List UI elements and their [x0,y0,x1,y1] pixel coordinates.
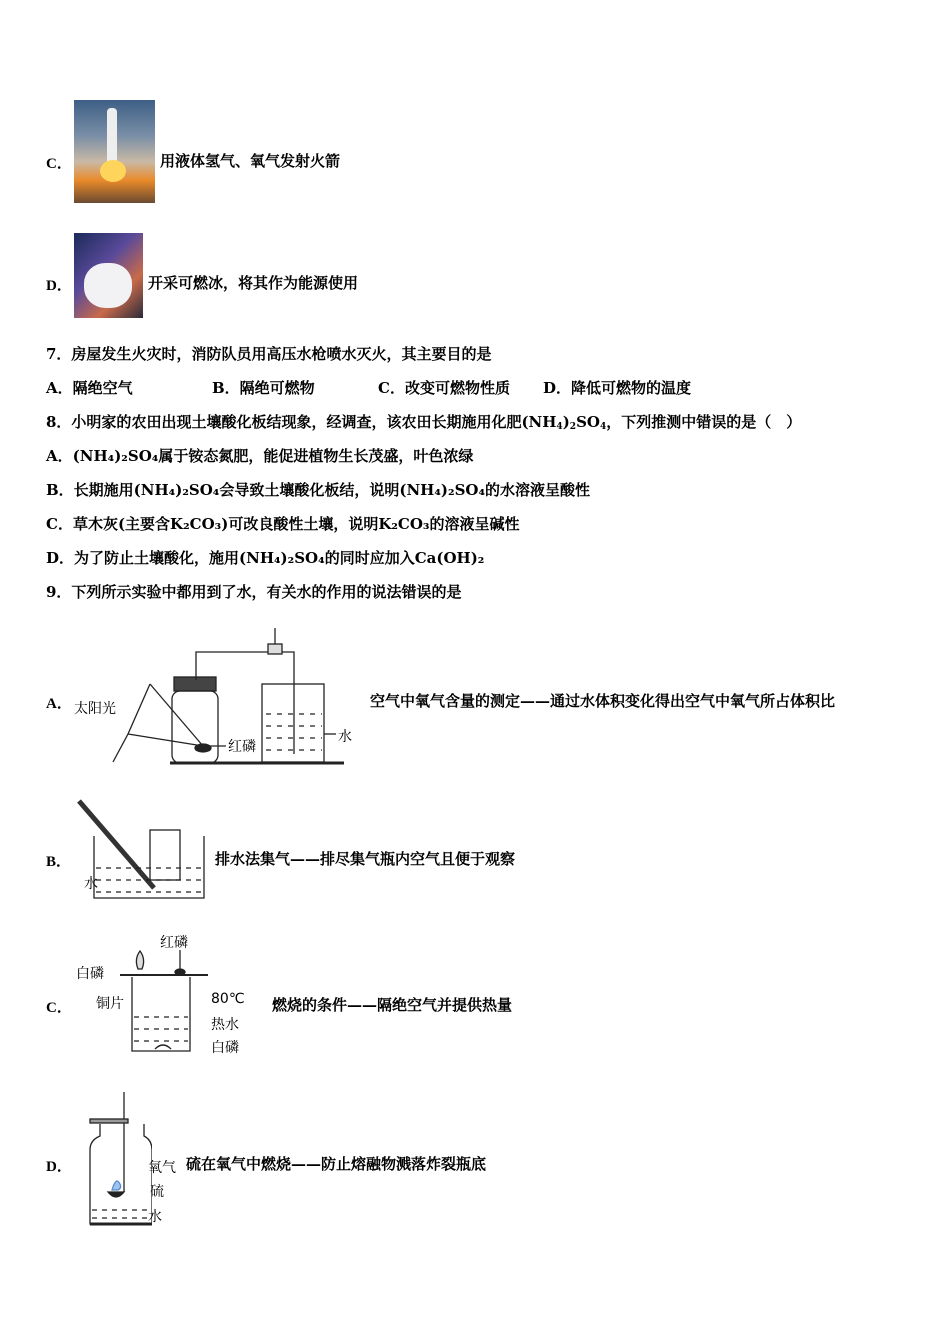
white-phosphorus-top-label: 白磷 [76,966,104,982]
hot-water-label: 热水 [211,1017,239,1033]
q7-option-b: B．隔绝可燃物 [212,379,315,397]
water-label-d: 水 [148,1209,162,1225]
oxygen-label: 氧气 [148,1160,176,1176]
q8-option-d: D．为了防止土壤酸化，施用(NH₄)₂SO₄的同时应加入Ca(OH)₂ [46,549,485,567]
q8-stem: 8．小明家的农田出现土壤酸化板结现象，经调查，该农田长期施用化肥$(NH_4)_2SO_4$，下列推测中错误的是（ ） [46,413,802,432]
q7-option-d: D．降低可燃物的温度 [543,379,692,397]
q9-option-c-letter: C． [46,1000,72,1016]
rocket-launch-image [74,100,155,203]
q8-stem-pre: 8．小明家的农田出现土壤酸化板结现象，经调查，该农田长期施用化肥(NH [46,413,557,431]
q7-option-c: C．改变可燃物性质 [378,379,510,397]
combustion-conditions-diagram [110,945,210,1057]
q9-option-b-letter: B． [46,854,72,870]
q6-option-d-letter: D． [46,278,72,294]
q9-stem: 9．下列所示实验中都用到了水，有关水的作用的说法错误的是 [46,583,462,601]
combustible-ice-image [74,233,143,318]
q8-stem-post: ，下列推测中错误的是（ ） [606,413,802,431]
q6-option-c-letter: C． [46,156,72,172]
q9-option-c-text: 燃烧的条件——隔绝空气并提供热量 [272,996,513,1014]
q9-option-a-text: 空气中氧气含量的测定——通过水体积变化得出空气中氧气所占体积比 [370,692,836,710]
water-label-b: 水 [84,876,98,892]
white-phosphorus-bottom-label: 白磷 [211,1040,239,1056]
q6-option-c-text: 用液体氢气、氧气发射火箭 [160,152,341,170]
red-phosphorus-label: 红磷 [228,739,256,755]
sulfur-combustion-bottle-diagram [86,1092,152,1227]
temperature-label: 80℃ [211,991,245,1007]
q7-option-a: A．隔绝空气 [46,379,133,397]
q9-option-a-letter: A． [46,696,72,712]
copper-sheet-label: 铜片 [96,996,124,1012]
q7-stem: 7．房屋发生火灾时，消防队员用高压水枪喷水灭火，其主要目的是 [46,345,492,363]
water-label: 水 [338,729,352,745]
q8-option-b: B．长期施用(NH₄)₂SO₄会导致土壤酸化板结，说明(NH₄)₂SO₄的水溶液呈酸性 [46,481,591,499]
q9-option-b-text: 排水法集气——排尽集气瓶内空气且便于观察 [215,850,516,868]
q6-option-d-text: 开采可燃冰，将其作为能源使用 [148,274,359,292]
q8-option-c: C．草木灰(主要含K₂CO₃)可改良酸性土壤，说明K₂CO₃的溶液呈碱性 [46,515,520,533]
q9-option-d-letter: D． [46,1159,72,1175]
sulfur-label: 硫 [150,1184,164,1200]
q9-option-d-text: 硫在氧气中燃烧——防止熔融物溅落炸裂瓶底 [186,1155,487,1173]
sunlight-label: 太阳光 [74,701,116,717]
q8-option-a: A．(NH₄)₂SO₄属于铵态氮肥，能促进植物生长茂盛，叶色浓绿 [46,447,474,465]
red-phosphorus-label-c: 红磷 [160,935,188,951]
oxygen-content-apparatus-diagram [68,622,368,772]
